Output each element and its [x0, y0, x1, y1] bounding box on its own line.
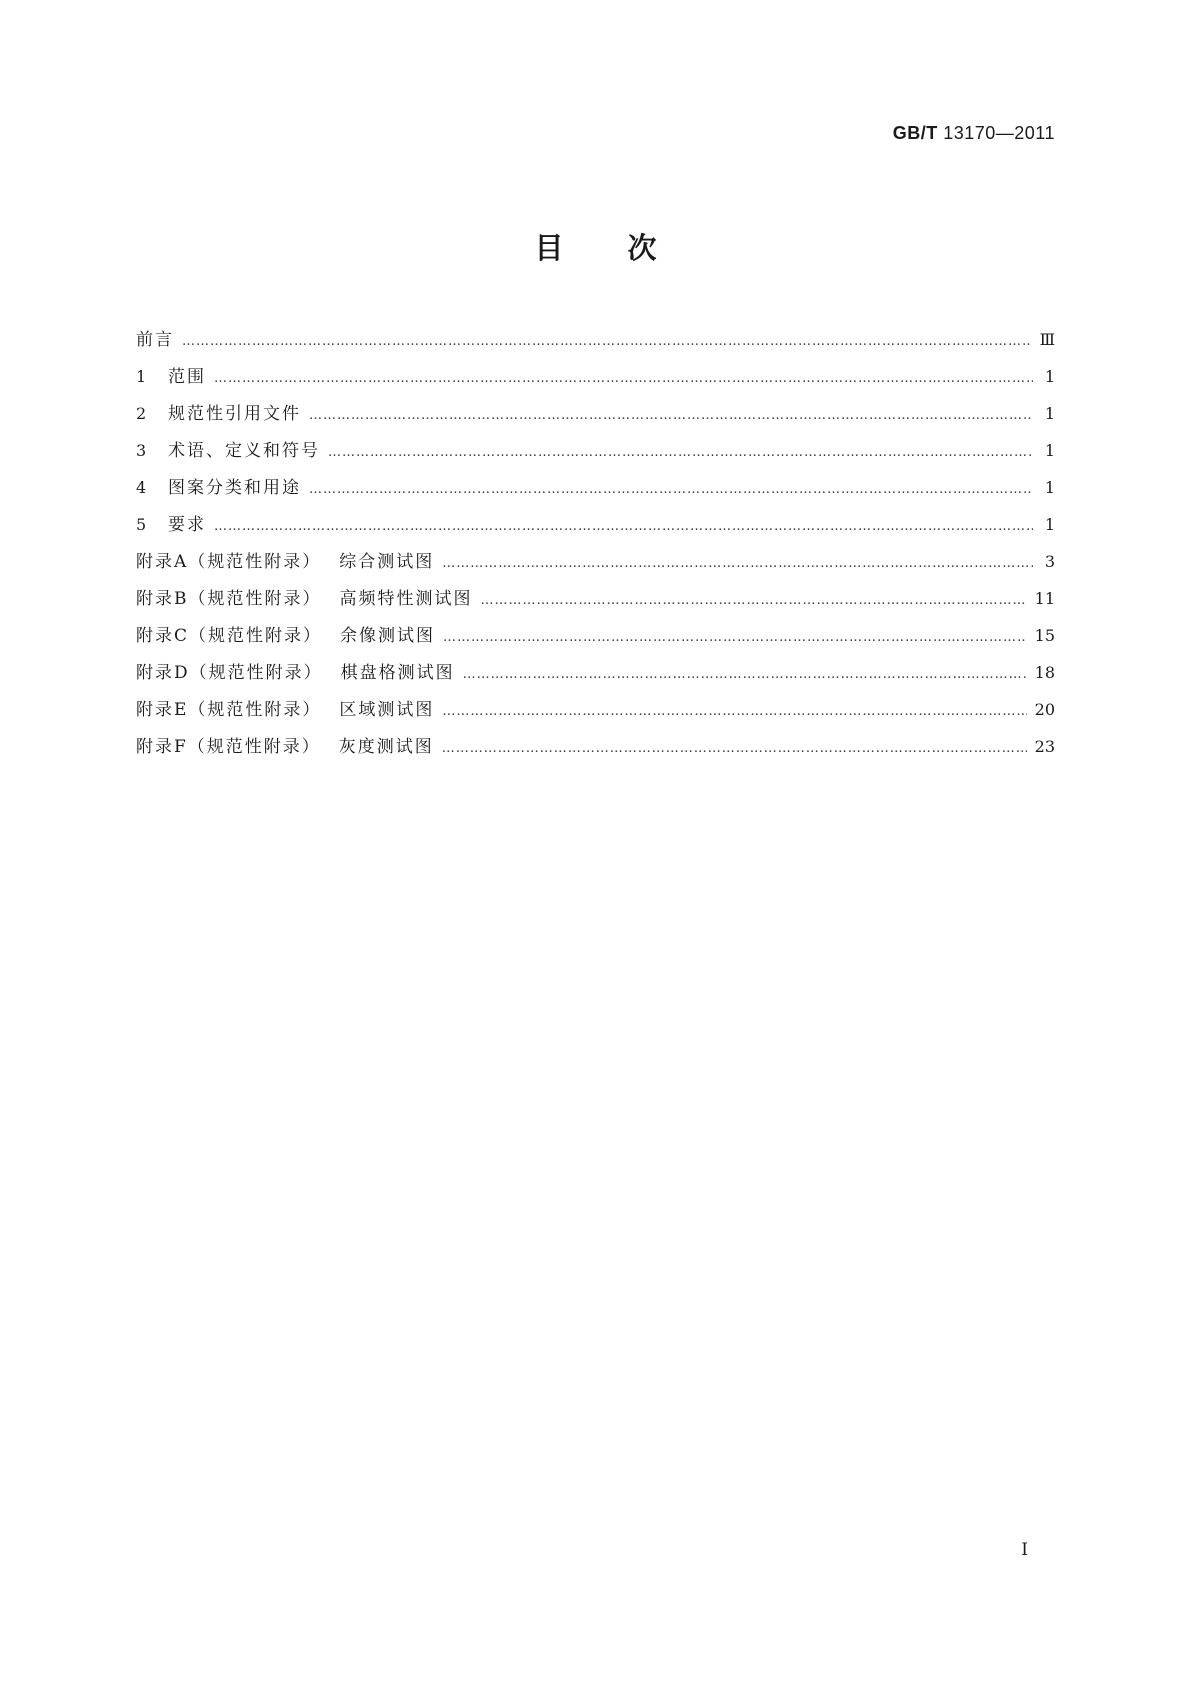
- toc-entry-number: 2: [136, 404, 147, 423]
- standard-number: 13170—2011: [943, 123, 1055, 143]
- toc-leader-dots: [309, 482, 1033, 497]
- toc-entry-label: [136, 695, 434, 720]
- toc-annex-label: 附录A（规范性附录）: [136, 552, 322, 572]
- toc-leader-dots: [442, 704, 1026, 719]
- toc-entry-annex-e[interactable]: [136, 695, 1055, 732]
- toc-entry-foreword[interactable]: [136, 325, 1055, 362]
- toc-entry-label: [136, 621, 435, 646]
- toc-annex-label: 附录D（规范性附录）: [136, 663, 323, 683]
- toc-entry-label: 术语、定义和符号: [168, 441, 320, 461]
- table-of-contents: [136, 325, 1055, 769]
- toc-leader-dots: [443, 630, 1027, 645]
- toc-entry-page: 1: [1044, 515, 1055, 534]
- page-title: 目次: [534, 231, 721, 265]
- toc-annex-title: 棋盘格测试图: [340, 663, 455, 683]
- toc-entry-label: [136, 584, 473, 609]
- toc-annex-title: 综合测试图: [339, 552, 435, 572]
- toc-entry-page: 1: [1044, 478, 1055, 497]
- toc-entry-page: 1: [1044, 367, 1055, 386]
- toc-annex-title: 高频特性测试图: [339, 589, 473, 609]
- toc-entry-page: 20: [1034, 700, 1055, 719]
- toc-entry-annex-b[interactable]: [136, 584, 1055, 621]
- toc-leader-dots: [442, 556, 1033, 571]
- toc-annex-title: 区域测试图: [339, 700, 435, 720]
- toc-entry-number: 4: [136, 478, 147, 497]
- toc-entry-page: Ⅲ: [1039, 330, 1055, 349]
- toc-entry-page: 3: [1044, 552, 1055, 571]
- toc-entry-page: 23: [1034, 737, 1055, 756]
- toc-entry-normative-references[interactable]: [136, 399, 1055, 436]
- standard-code: [893, 123, 1055, 144]
- toc-entry-annex-a[interactable]: [136, 547, 1055, 584]
- toc-leader-dots: [309, 408, 1033, 423]
- toc-entry-label: [136, 732, 434, 757]
- toc-entry-annex-c[interactable]: [136, 621, 1055, 658]
- toc-entry-page: 1: [1044, 441, 1055, 460]
- toc-entry-page: 15: [1034, 626, 1055, 645]
- page-number: Ⅰ: [1021, 1540, 1028, 1560]
- toc-entry-page: 18: [1034, 663, 1055, 682]
- toc-entry-label: [136, 547, 434, 572]
- toc-entry-scope[interactable]: [136, 362, 1055, 399]
- toc-entry-number: 5: [136, 515, 147, 534]
- toc-entry-terms-definitions[interactable]: [136, 436, 1055, 473]
- toc-entry-label: 前言: [136, 330, 174, 350]
- toc-entry-label: 图案分类和用途: [168, 478, 301, 498]
- toc-annex-label: 附录F（规范性附录）: [136, 737, 321, 757]
- toc-entry-page: 11: [1034, 589, 1055, 608]
- toc-entry-number: 3: [136, 441, 147, 460]
- toc-entry-annex-f[interactable]: [136, 732, 1055, 769]
- toc-annex-title: 余像测试图: [340, 626, 436, 646]
- toc-annex-label: 附录E（规范性附录）: [136, 700, 322, 720]
- toc-entry-label: 范围: [168, 367, 206, 387]
- toc-entry-label: 要求: [168, 515, 206, 535]
- toc-annex-label: 附录B（规范性附录）: [136, 589, 322, 609]
- toc-entry-label: [136, 658, 455, 683]
- toc-leader-dots: [463, 667, 1027, 682]
- toc-entry-page: 1: [1044, 404, 1055, 423]
- toc-entry-number: 1: [136, 367, 147, 386]
- toc-annex-title: 灰度测试图: [338, 737, 434, 757]
- standard-prefix: GB/T: [892, 123, 938, 143]
- toc-entry-requirements[interactable]: [136, 510, 1055, 547]
- toc-entry-label: 规范性引用文件: [168, 404, 301, 424]
- toc-leader-dots: [214, 519, 1033, 534]
- toc-leader-dots: [328, 445, 1033, 460]
- toc-leader-dots: [481, 593, 1027, 608]
- toc-leader-dots: [182, 334, 1032, 349]
- toc-entry-annex-d[interactable]: [136, 658, 1055, 695]
- toc-entry-pattern-classification[interactable]: [136, 473, 1055, 510]
- toc-annex-label: 附录C（规范性附录）: [136, 626, 323, 646]
- toc-leader-dots: [442, 741, 1027, 756]
- toc-leader-dots: [214, 371, 1033, 386]
